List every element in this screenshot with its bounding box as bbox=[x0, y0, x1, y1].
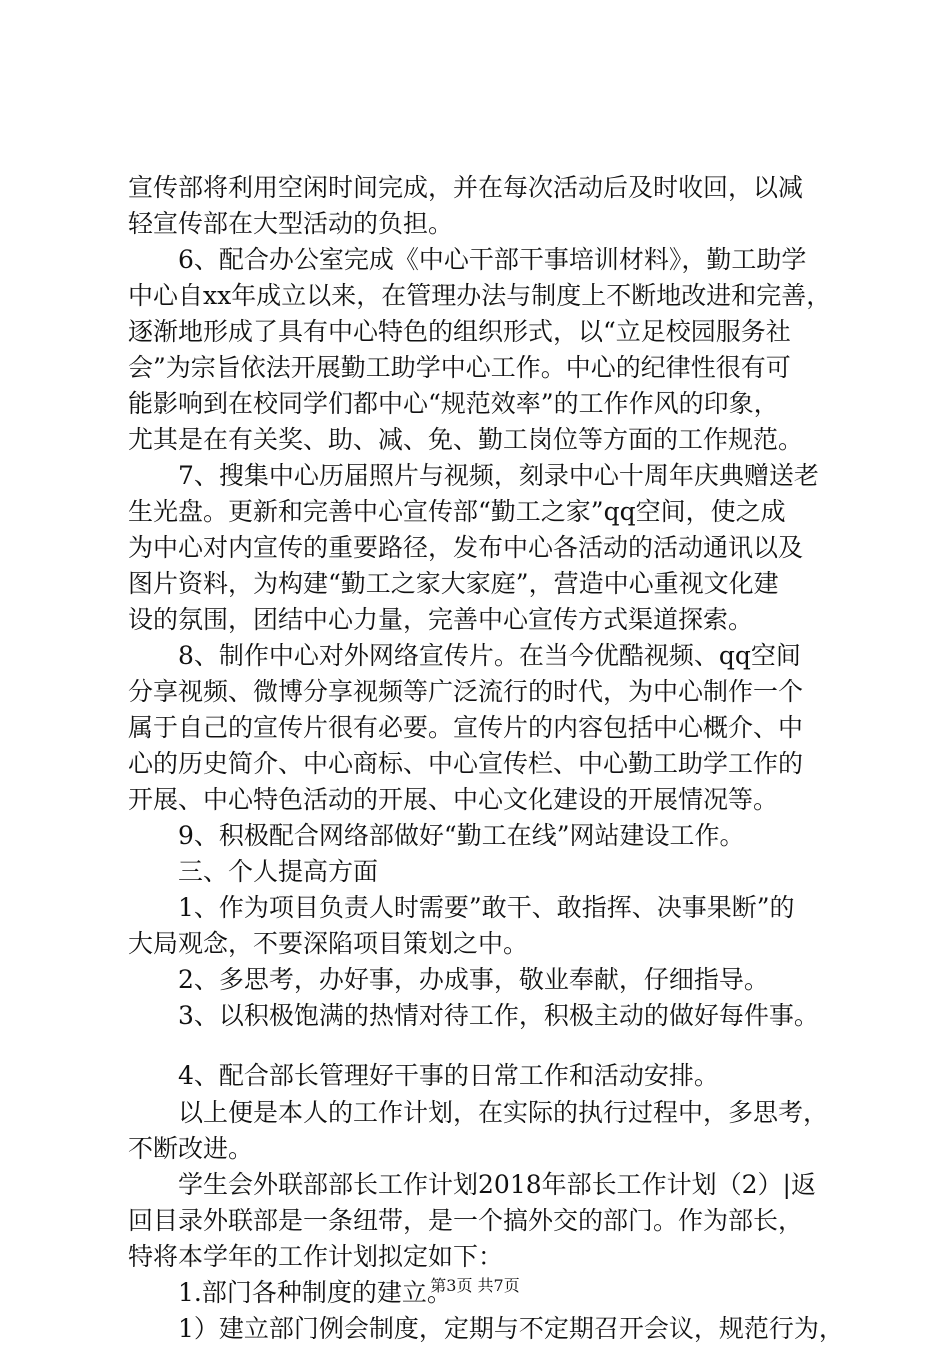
text-line: 4、配合部长管理好干事的日常工作和活动安排。 bbox=[128, 1061, 719, 1090]
text-line: 7、搜集中心历届照片与视频，刻录中心十周年庆典赠送老 bbox=[128, 461, 819, 490]
text-line: 逐渐地形成了具有中心特色的组织形式，以“立足校园服务社 bbox=[128, 317, 791, 346]
text-line: 尤其是在有关奖、助、减、免、勤工岗位等方面的工作规范。 bbox=[128, 425, 804, 454]
page-footer: 第3页 共7页 bbox=[430, 1276, 520, 1295]
text-line: 中心自xx年成立以来，在管理办法与制度上不断地改进和完善， bbox=[128, 281, 832, 310]
text-line: 以上便是本人的工作计划，在实际的执行过程中，多思考， bbox=[128, 1098, 829, 1127]
text-line: 生光盘。更新和完善中心宣传部“勤工之家”qq空间，使之成 bbox=[128, 497, 786, 526]
text-line: 8、制作中心对外网络宣传片。在当今优酷视频、qq空间 bbox=[128, 641, 801, 670]
text-line: 设的氛围，团结中心力量，完善中心宣传方式渠道探索。 bbox=[128, 605, 754, 634]
text-line: 大局观念，不要深陷项目策划之中。 bbox=[128, 929, 529, 958]
text-line: 为中心对内宣传的重要路径，发布中心各活动的活动通讯以及 bbox=[128, 533, 804, 562]
text-line: 3、以积极饱满的热情对待工作，积极主动的做好每件事。 bbox=[128, 1001, 819, 1030]
text-line: 能影响到在校同学们都中心“规范效率”的工作作风的印象， bbox=[128, 389, 779, 418]
text-line: 宣传部将利用空闲时间完成，并在每次活动后及时收回，以减 bbox=[128, 173, 804, 202]
text-line: 不断改进。 bbox=[128, 1134, 254, 1163]
text-line: 9、积极配合网络部做好“勤工在线”网站建设工作。 bbox=[128, 821, 745, 850]
text-line: 会”为宗旨依法开展勤工助学中心工作。中心的纪律性很有可 bbox=[128, 353, 791, 382]
text-line: 1、作为项目负责人时需要”敢干、敢指挥、决事果断”的 bbox=[128, 893, 795, 922]
text-line: 学生会外联部部长工作计划2018年部长工作计划（2）|返 bbox=[128, 1170, 816, 1199]
text-line: 6、配合办公室完成《中心干部干事培训材料》，勤工助学 bbox=[128, 245, 807, 274]
text-line: 特将本学年的工作计划拟定如下： bbox=[128, 1242, 504, 1271]
text-line: 属于自己的宣传片很有必要。宣传片的内容包括中心概介、中 bbox=[128, 713, 804, 742]
text-line: 轻宣传部在大型活动的负担。 bbox=[128, 209, 454, 238]
text-line: 心的历史简介、中心商标、中心宣传栏、中心勤工助学工作的 bbox=[128, 749, 804, 778]
text-line: 2、多思考，办好事，办成事，敬业奉献，仔细指导。 bbox=[128, 965, 769, 994]
text-line: 回目录外联部是一条纽带，是一个搞外交的部门。作为部长， bbox=[128, 1206, 804, 1235]
text-line: 分享视频、微博分享视频等广泛流行的时代，为中心制作一个 bbox=[128, 677, 804, 706]
text-line: 开展、中心特色活动的开展、中心文化建设的开展情况等。 bbox=[128, 785, 779, 814]
text-line: 1）建立部门例会制度，定期与不定期召开会议，规范行为， bbox=[128, 1314, 844, 1343]
text-line: 图片资料，为构建“勤工之家大家庭”，营造中心重视文化建 bbox=[128, 569, 779, 598]
text-line: 1.部门各种制度的建立。 bbox=[128, 1278, 452, 1307]
text-line: 三、个人提高方面 bbox=[128, 857, 379, 886]
